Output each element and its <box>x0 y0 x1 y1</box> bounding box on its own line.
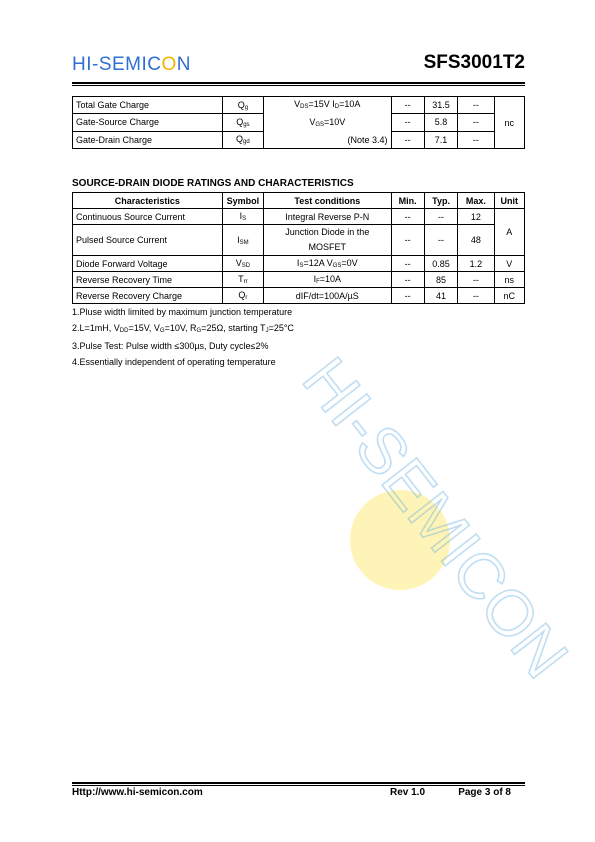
unit-cell: ns <box>494 272 524 288</box>
unit-cell: A <box>494 209 524 256</box>
typ-cell: -- <box>424 209 457 225</box>
footer-rule <box>72 782 525 784</box>
col-header: Typ. <box>424 193 457 209</box>
test-conditions-cell <box>264 225 391 256</box>
website-link[interactable]: Http://www.hi-semicon.com <box>72 787 203 798</box>
cond-line-2: MOSFET <box>308 242 347 252</box>
char-cell: Gate-Drain Charge <box>73 131 223 148</box>
max-cell: -- <box>458 131 494 148</box>
section-title: SOURCE-DRAIN DIODE RATINGS AND CHARACTERISTICS <box>72 178 354 189</box>
note-2: 2.L=1mH, $V_{DD}=15V$, $V_G=10V$, $R_G=25\Omega$, starting $T_J=25^\circ C$ <box>72 322 294 334</box>
logo-end: N <box>176 54 192 75</box>
notes-block <box>72 305 294 370</box>
char-cell: Reverse Recovery Charge <box>73 288 223 304</box>
table-row <box>73 209 525 225</box>
cond-line-1: Junction Diode in the <box>285 227 370 237</box>
table-row <box>73 97 525 114</box>
page-number: Page 3 of 8 <box>458 787 511 798</box>
max-cell: -- <box>458 97 494 114</box>
symbol-cell: $T_{rr}$ <box>222 272 263 288</box>
min-cell: -- <box>391 209 424 225</box>
min-cell: -- <box>391 97 424 114</box>
table-row <box>73 225 525 256</box>
char-cell: Diode Forward Voltage <box>73 256 223 272</box>
symbol-cell: $V_{SD}$ <box>222 256 263 272</box>
company-logo <box>72 54 191 76</box>
unit-cell: nC <box>494 288 524 304</box>
min-cell: -- <box>391 114 424 131</box>
char-cell: Total Gate Charge <box>73 97 223 114</box>
max-cell: -- <box>458 288 494 304</box>
max-cell: 1.2 <box>458 256 494 272</box>
watermark-circle <box>350 490 450 590</box>
logo-text: HI-SEMIC <box>72 54 162 75</box>
symbol-cell: $Q_r$ <box>222 288 263 304</box>
col-header: Symbol <box>222 193 263 209</box>
typ-cell: 31.5 <box>424 97 457 114</box>
col-header: Max. <box>458 193 494 209</box>
table-row <box>73 256 525 272</box>
max-cell: 12 <box>458 209 494 225</box>
min-cell: -- <box>391 131 424 148</box>
col-header: Unit <box>494 193 524 209</box>
logo-accent: O <box>161 54 177 75</box>
cond-line-3: (Note 3.4) <box>347 135 388 145</box>
min-cell: -- <box>391 256 424 272</box>
max-cell: -- <box>458 114 494 131</box>
char-cell: Pulsed Source Current <box>73 225 223 256</box>
col-header: Test conditions <box>264 193 391 209</box>
max-cell: 48 <box>458 225 494 256</box>
gate-charge-table <box>72 96 525 149</box>
footer-rule-thin <box>72 785 525 786</box>
test-conditions-cell: Integral Reverse P-N <box>264 209 391 225</box>
col-header: Characteristics <box>73 193 223 209</box>
min-cell: -- <box>391 288 424 304</box>
cond-line-1: $V_{DS}=15V$ $I_D=10A$ <box>294 99 361 110</box>
char-cell: Continuous Source Current <box>73 209 223 225</box>
typ-cell: 41 <box>424 288 457 304</box>
watermark-logo <box>260 344 583 692</box>
document-number: SFS3001T2 <box>423 52 525 73</box>
test-conditions-cell: $I_S=12A$ $V_{GS}=0V$ <box>264 256 391 272</box>
min-cell: -- <box>391 272 424 288</box>
test-conditions-cell <box>264 97 391 149</box>
typ-cell: 7.1 <box>424 131 457 148</box>
table-header-row <box>73 193 525 209</box>
col-header: Min. <box>391 193 424 209</box>
table-row <box>73 272 525 288</box>
test-conditions-cell: dIF/dt=100A/µS <box>264 288 391 304</box>
page-header <box>72 52 525 82</box>
diode-ratings-table <box>72 192 525 304</box>
header-rule-thin <box>72 85 525 86</box>
symbol-cell: $Q_{gs}$ <box>222 114 263 131</box>
typ-cell: 85 <box>424 272 457 288</box>
header-rule <box>72 82 525 84</box>
note-4: 4.Essentially independent of operating temperature <box>72 356 276 367</box>
char-cell: Reverse Recovery Time <box>73 272 223 288</box>
cond-line-2: $V_{GS}=10V$ <box>309 117 346 128</box>
symbol-cell: $I_{SM}$ <box>222 225 263 256</box>
symbol-cell: $I_S$ <box>222 209 263 225</box>
watermark-text: HI-SEMICON <box>288 344 583 692</box>
symbol-cell: $Q_g$ <box>222 97 263 114</box>
typ-cell: 5.8 <box>424 114 457 131</box>
unit-cell: nc <box>494 97 524 149</box>
table-row <box>73 288 525 304</box>
char-cell: Gate-Source Charge <box>73 114 223 131</box>
revision-label: Rev 1.0 <box>390 787 426 798</box>
typ-cell: -- <box>424 225 457 256</box>
min-cell: -- <box>391 225 424 256</box>
symbol-cell: $Q_{gd}$ <box>222 131 263 148</box>
max-cell: -- <box>458 272 494 288</box>
unit-cell: V <box>494 256 524 272</box>
note-3: 3.Pulse Test: Pulse width ≤300µs, Duty cycle≤2% <box>72 341 269 351</box>
note-1: 1.Pluse width limited by maximum junction temperature <box>72 307 293 317</box>
typ-cell: 0.85 <box>424 256 457 272</box>
test-conditions-cell: $I_F=10A$ <box>264 272 391 288</box>
